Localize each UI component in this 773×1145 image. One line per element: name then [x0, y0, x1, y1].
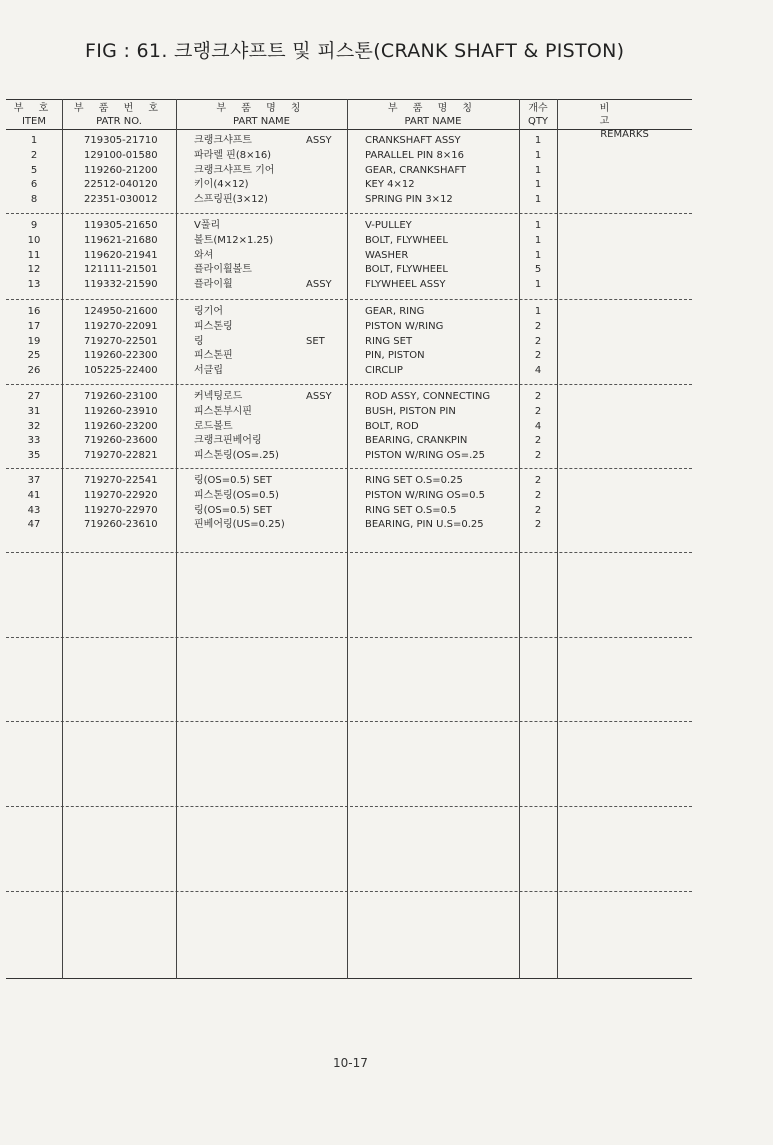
item-number: 19 — [27, 335, 41, 347]
part-name-english: ROD ASSY, CONNECTING — [365, 391, 491, 402]
table-row — [6, 389, 692, 404]
item-number: 37 — [27, 475, 41, 486]
part-number: 124950-21600 — [84, 306, 158, 317]
part-number: 119260-23200 — [84, 420, 158, 432]
item-number: 6 — [30, 179, 38, 191]
part-name-english: PISTON W/RING OS=.25 — [365, 450, 486, 462]
table-row — [6, 319, 692, 334]
part-number: 119620-21941 — [84, 249, 158, 261]
part-name-english: SPRING PIN 3×12 — [365, 194, 453, 206]
quantity: 2 — [534, 335, 542, 347]
part-number: 22351-030012 — [84, 194, 158, 206]
table-row — [6, 488, 692, 503]
quantity: 1 — [534, 220, 542, 231]
quantity: 4 — [534, 365, 542, 377]
part-name-english: CIRCLIP — [365, 365, 403, 377]
part-name-suffix: ASSY — [306, 391, 332, 402]
part-name-korean: V풀리 — [194, 220, 221, 231]
item-number: 32 — [27, 420, 41, 432]
table-row — [6, 248, 692, 263]
part-number: 22512-040120 — [84, 179, 158, 191]
group-divider — [6, 552, 692, 553]
part-name-suffix: ASSY — [306, 135, 332, 146]
part-name-korean: 플라이휠 — [194, 279, 233, 291]
quantity: 2 — [534, 350, 542, 362]
header-remarks: 비 고 REMARKS — [599, 103, 650, 140]
part-name-english: PISTON W/RING — [365, 320, 444, 332]
group-divider — [6, 384, 692, 385]
quantity: 2 — [534, 504, 542, 516]
part-name-korean: 링기어 — [194, 306, 223, 317]
quantity: 1 — [534, 194, 542, 206]
table-row — [6, 334, 692, 349]
quantity: 4 — [534, 420, 542, 432]
part-number: 719305-21710 — [84, 135, 158, 146]
item-number: 2 — [30, 149, 38, 161]
quantity: 2 — [534, 475, 542, 486]
table-top-rule — [6, 99, 692, 100]
item-number: 35 — [27, 450, 41, 462]
part-name-english: PARALLEL PIN 8×16 — [365, 149, 464, 161]
group-divider — [6, 299, 692, 300]
quantity: 1 — [534, 164, 542, 176]
part-name-korean: 크랭크샤프트 기어 — [194, 164, 275, 176]
table-row — [6, 218, 692, 233]
part-name-english: BEARING, PIN U.S=0.25 — [365, 519, 484, 531]
part-number: 719260-23600 — [84, 435, 158, 447]
table-row — [6, 503, 692, 518]
part-number: 719270-22541 — [84, 475, 158, 486]
table-row — [6, 133, 692, 148]
part-number: 105225-22400 — [84, 365, 158, 377]
part-name-english: RING SET — [365, 335, 413, 347]
group-divider — [6, 468, 692, 469]
item-number: 9 — [30, 220, 38, 231]
part-name-korean: 와셔 — [194, 249, 214, 261]
table-row — [6, 473, 692, 488]
item-number: 31 — [27, 405, 41, 417]
quantity: 2 — [534, 435, 542, 447]
part-number: 119270-22920 — [84, 489, 158, 501]
part-name-korean: 피스톤핀 — [194, 350, 233, 362]
part-name-suffix: ASSY — [306, 279, 332, 291]
part-number: 719260-23100 — [84, 391, 158, 402]
quantity: 2 — [534, 450, 542, 462]
item-number: 13 — [27, 279, 41, 291]
table-row — [6, 277, 692, 292]
part-number: 119260-21200 — [84, 164, 158, 176]
table-row — [6, 262, 692, 277]
part-number: 119621-21680 — [84, 234, 158, 246]
part-name-english: GEAR, RING — [365, 306, 425, 317]
page-number: 10-17 — [333, 1056, 368, 1070]
part-name-korean: 볼트(M12×1.25) — [194, 234, 274, 246]
part-name-korean: 크랭크샤프트 — [194, 135, 252, 146]
part-name-english: BUSH, PISTON PIN — [365, 405, 456, 417]
part-name-korean: 로드볼트 — [194, 420, 233, 432]
quantity: 2 — [534, 391, 542, 402]
header-part-no: 부 품 번 호 PATR NO. — [73, 103, 165, 127]
part-name-english: V-PULLEY — [365, 220, 412, 231]
quantity: 1 — [534, 135, 542, 146]
part-name-korean: 스프링핀(3×12) — [194, 194, 268, 206]
header-qty: 개수 QTY — [527, 103, 549, 127]
part-number: 121111-21501 — [84, 264, 158, 276]
figure-title: FIG : 61. 크랭크샤프트 및 피스톤(CRANK SHAFT & PISTON) — [85, 40, 625, 62]
part-name-korean: 핀베어링(US=0.25) — [194, 519, 285, 531]
item-number: 12 — [27, 264, 41, 276]
part-number: 719260-23610 — [84, 519, 158, 531]
part-name-korean: 피스톤부시핀 — [194, 405, 252, 417]
part-number: 719270-22821 — [84, 450, 158, 462]
quantity: 1 — [534, 306, 542, 317]
item-number: 16 — [27, 306, 41, 317]
quantity: 1 — [534, 249, 542, 261]
group-divider — [6, 806, 692, 807]
part-name-korean: 링 — [194, 335, 204, 347]
table-row — [6, 233, 692, 248]
quantity: 1 — [534, 279, 542, 291]
quantity: 5 — [534, 264, 542, 276]
item-number: 26 — [27, 365, 41, 377]
group-divider — [6, 721, 692, 722]
parts-table — [6, 99, 692, 979]
item-number: 17 — [27, 320, 41, 332]
quantity: 2 — [534, 489, 542, 501]
part-name-suffix: SET — [306, 335, 325, 347]
item-number: 8 — [30, 194, 38, 206]
part-name-english: RING SET O.S=0.5 — [365, 504, 457, 516]
table-row — [6, 304, 692, 319]
part-name-english: WASHER — [365, 249, 409, 261]
part-number: 119305-21650 — [84, 220, 158, 231]
part-name-korean: 피스톤링(OS=.25) — [194, 450, 279, 462]
part-name-korean: 링(OS=0.5) SET — [194, 475, 272, 486]
table-bottom-rule — [6, 978, 692, 979]
item-number: 47 — [27, 519, 41, 531]
part-number: 719270-22501 — [84, 335, 158, 347]
quantity: 1 — [534, 179, 542, 191]
item-number: 10 — [27, 234, 41, 246]
item-number: 41 — [27, 489, 41, 501]
table-row — [6, 363, 692, 378]
table-row — [6, 404, 692, 419]
header-part-name-en: 부 품 명 칭 PART NAME — [387, 103, 479, 127]
part-name-english: PISTON W/RING OS=0.5 — [365, 489, 486, 501]
part-number: 119270-22970 — [84, 504, 158, 516]
part-name-korean: 서클립 — [194, 365, 223, 377]
part-number: 119270-22091 — [84, 320, 158, 332]
part-name-korean: 피스톤링 — [194, 320, 233, 332]
part-name-english: GEAR, CRANKSHAFT — [365, 164, 467, 176]
part-name-english: RING SET O.S=0.25 — [365, 475, 463, 486]
item-number: 43 — [27, 504, 41, 516]
quantity: 2 — [534, 405, 542, 417]
part-name-english: KEY 4×12 — [365, 179, 415, 191]
part-name-korean: 크랭크핀베어링 — [194, 435, 262, 447]
quantity: 2 — [534, 320, 542, 332]
part-name-korean: 커넥팅로드 — [194, 391, 243, 402]
table-row — [6, 177, 692, 192]
table-row — [6, 192, 692, 207]
part-name-korean: 플라이휠볼트 — [194, 264, 252, 276]
table-row — [6, 348, 692, 363]
table-row — [6, 517, 692, 532]
item-number: 27 — [27, 391, 41, 402]
item-number: 5 — [30, 164, 38, 176]
part-number: 119260-23910 — [84, 405, 158, 417]
header-part-name-ko: 부 품 명 칭 PART NAME — [216, 103, 307, 127]
item-number: 11 — [27, 249, 41, 261]
item-number: 33 — [27, 435, 41, 447]
part-name-english: PIN, PISTON — [365, 350, 425, 362]
group-divider — [6, 637, 692, 638]
part-name-english: BEARING, CRANKPIN — [365, 435, 468, 447]
part-name-english: CRANKSHAFT ASSY — [365, 135, 461, 146]
part-name-english: BOLT, ROD — [365, 420, 419, 432]
part-name-korean: 링(OS=0.5) SET — [194, 504, 272, 516]
group-divider — [6, 213, 692, 214]
group-divider — [6, 891, 692, 892]
quantity: 1 — [534, 149, 542, 161]
part-number: 129100-01580 — [84, 149, 158, 161]
table-row — [6, 433, 692, 448]
part-name-korean: 파라렐 핀(8×16) — [194, 149, 272, 161]
part-name-english: BOLT, FLYWHEEL — [365, 234, 448, 246]
quantity: 2 — [534, 519, 542, 531]
table-row — [6, 419, 692, 434]
part-name-korean: 피스톤링(OS=0.5) — [194, 489, 279, 501]
part-name-korean: 키이(4×12) — [194, 179, 249, 191]
part-name-english: FLYWHEEL ASSY — [365, 279, 446, 291]
table-row — [6, 448, 692, 463]
table-row — [6, 163, 692, 178]
quantity: 1 — [534, 234, 542, 246]
table-row — [6, 148, 692, 163]
part-number: 119332-21590 — [84, 279, 158, 291]
part-number: 119260-22300 — [84, 350, 158, 362]
header-item: 부 호 ITEM — [13, 103, 55, 127]
item-number: 25 — [27, 350, 41, 362]
part-name-english: BOLT, FLYWHEEL — [365, 264, 448, 276]
item-number: 1 — [30, 135, 38, 146]
